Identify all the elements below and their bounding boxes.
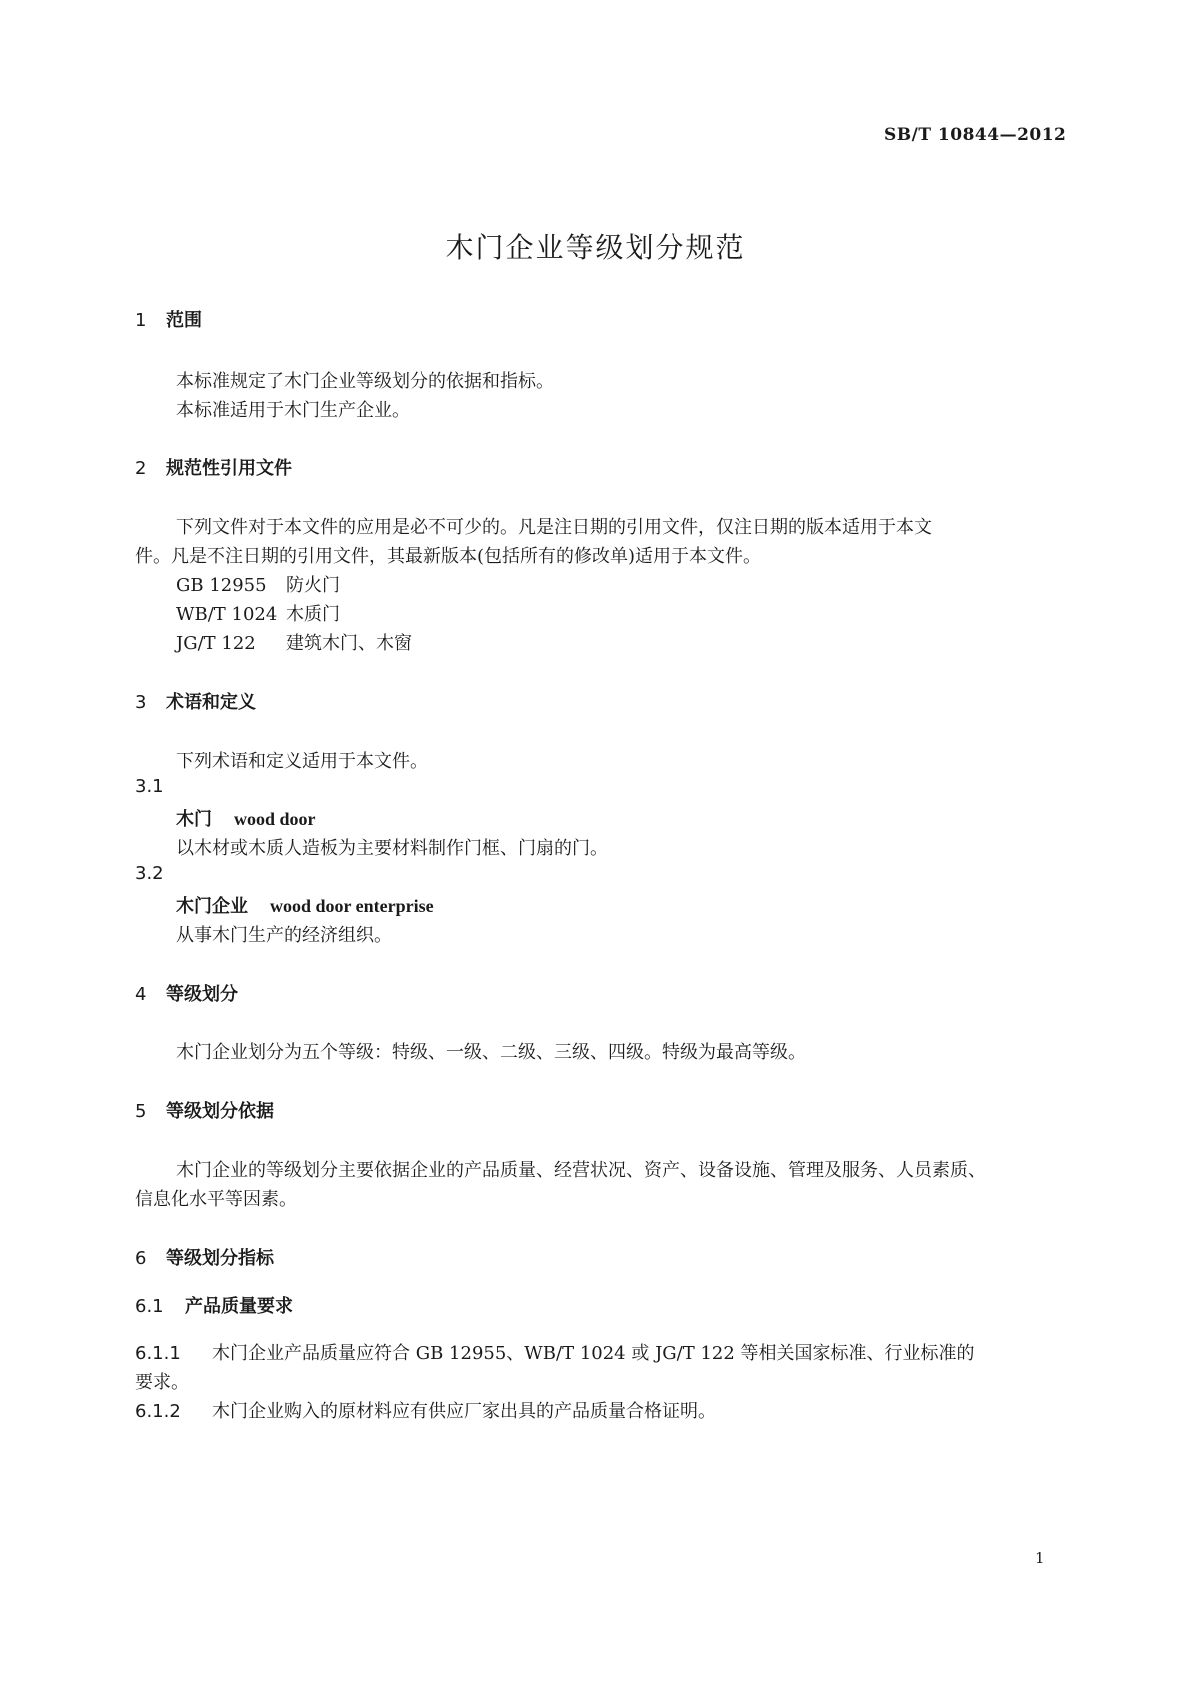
- term-entry: [176, 805, 316, 831]
- reference-code: JG/T 122: [176, 633, 256, 654]
- section-1-heading: [135, 306, 202, 332]
- reference-code: WB/T 1024: [176, 604, 278, 625]
- clause-text: 木门企业购入的原材料应有供应厂家出具的产品质量合格证明。: [212, 1401, 716, 1422]
- clause-6-1-2: [135, 1397, 716, 1423]
- section-6-heading: [135, 1244, 274, 1270]
- reference-code: GB 12955: [176, 575, 267, 596]
- section-number: 5: [135, 1101, 147, 1122]
- term-entry: [176, 892, 434, 918]
- term-chinese: 木门企业: [176, 896, 248, 917]
- section-3-heading: [135, 688, 256, 714]
- reference-title: 建筑木门、木窗: [286, 633, 412, 654]
- term-definition: 以木材或木质人造板为主要材料制作门框、门扇的门。: [176, 838, 608, 859]
- section-number: 4: [135, 984, 147, 1005]
- section-title: 等级划分指标: [166, 1248, 274, 1269]
- section-title: 等级划分依据: [166, 1101, 274, 1122]
- normative-reference: [176, 629, 412, 655]
- normative-reference: [176, 600, 340, 626]
- standard-code: SB/T 10844—2012: [884, 125, 1067, 145]
- paragraph-line: 件。凡是不注日期的引用文件，其最新版本(包括所有的修改单)适用于本文件。: [135, 546, 762, 567]
- term-number: 3.1: [135, 776, 164, 797]
- clause-text: 木门企业产品质量应符合 GB 12955、WB/T 1024 或 JG/T 122 等相关国家标准、行业标准的: [212, 1343, 975, 1364]
- paragraph: 木门企业划分为五个等级：特级、一级、二级、三级、四级。特级为最高等级。: [176, 1042, 806, 1063]
- section-title: 范围: [166, 310, 202, 331]
- document-title: 木门企业等级划分规范: [445, 231, 746, 264]
- reference-title: 木质门: [286, 604, 340, 625]
- section-title: 产品质量要求: [185, 1296, 293, 1317]
- section-4-heading: [135, 980, 238, 1006]
- term-english: wood door: [234, 809, 316, 829]
- normative-reference: [176, 571, 340, 597]
- term-definition: 从事木门生产的经济组织。: [176, 925, 392, 946]
- paragraph-line: 下列文件对于本文件的应用是必不可少的。凡是注日期的引用文件，仅注日期的版本适用于本文: [176, 517, 932, 538]
- section-number: 6.1: [135, 1296, 164, 1317]
- term-number: 3.2: [135, 863, 164, 884]
- section-title: 规范性引用文件: [166, 458, 292, 479]
- paragraph-line: 要求。: [135, 1372, 189, 1393]
- paragraph-line: 信息化水平等因素。: [135, 1189, 297, 1210]
- section-number: 1: [135, 310, 147, 331]
- clause-number: 6.1.2: [135, 1401, 181, 1422]
- section-title: 术语和定义: [166, 692, 256, 713]
- subsection-6-1-heading: [135, 1292, 293, 1318]
- section-5-heading: [135, 1097, 274, 1123]
- section-number: 3: [135, 692, 147, 713]
- section-title: 等级划分: [166, 984, 238, 1005]
- paragraph: 本标准适用于木门生产企业。: [176, 400, 410, 421]
- paragraph-line: 木门企业的等级划分主要依据企业的产品质量、经营状况、资产、设备设施、管理及服务、人员素质、: [176, 1160, 986, 1181]
- clause-number: 6.1.1: [135, 1343, 181, 1364]
- term-english: wood door enterprise: [270, 896, 434, 916]
- section-number: 2: [135, 458, 147, 479]
- clause-6-1-1: [135, 1339, 975, 1365]
- section-number: 6: [135, 1248, 147, 1269]
- paragraph: 下列术语和定义适用于本文件。: [176, 751, 428, 772]
- section-2-heading: [135, 454, 292, 480]
- page-number: 1: [1035, 1549, 1045, 1567]
- reference-title: 防火门: [286, 575, 340, 596]
- term-chinese: 木门: [176, 809, 212, 830]
- paragraph: 本标准规定了木门企业等级划分的依据和指标。: [176, 371, 554, 392]
